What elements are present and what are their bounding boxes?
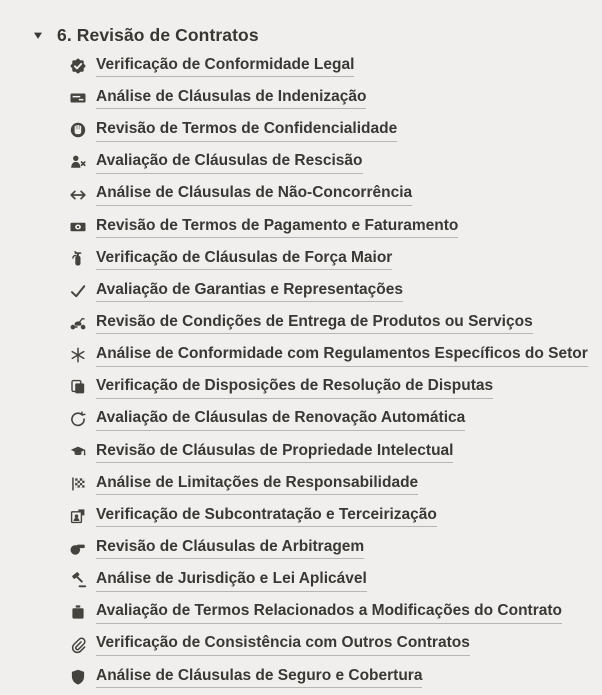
section-title: 6. Revisão de Contratos xyxy=(57,24,259,45)
contact-cards-icon xyxy=(69,507,87,525)
list-item[interactable] xyxy=(0,146,602,178)
link-label[interactable]: Verificação de Disposições de Resolução de Disputas xyxy=(96,376,493,398)
link-label[interactable]: Análise de Cláusulas de Não-Concorrência xyxy=(96,183,412,205)
refresh-icon xyxy=(69,411,87,429)
link-label[interactable]: Análise de Cláusulas de Seguro e Cobertura xyxy=(96,666,422,688)
hand-stop-icon xyxy=(69,121,87,139)
list-item[interactable] xyxy=(0,371,602,403)
list-item[interactable] xyxy=(0,339,602,371)
banknote-icon xyxy=(69,218,87,236)
copy-pages-icon xyxy=(69,378,87,396)
id-card-icon xyxy=(69,89,87,107)
list-item[interactable] xyxy=(0,596,602,628)
list-item[interactable] xyxy=(0,629,602,661)
list-item[interactable] xyxy=(0,532,602,564)
link-label[interactable]: Verificação de Conformidade Legal xyxy=(96,55,354,77)
link-label[interactable]: Avaliação de Termos Relacionados a Modificações do Contrato xyxy=(96,601,562,623)
link-label[interactable]: Verificação de Subcontratação e Terceirização xyxy=(96,505,437,527)
link-label[interactable]: Análise de Limitações de Responsabilidade xyxy=(96,473,418,495)
graduation-cap-icon xyxy=(69,443,87,461)
list-item[interactable] xyxy=(0,307,602,339)
link-label[interactable]: Revisão de Cláusulas de Propriedade Intelectual xyxy=(96,441,453,463)
list-item[interactable] xyxy=(0,114,602,146)
link-label[interactable]: Análise de Jurisdição e Lei Aplicável xyxy=(96,569,367,591)
whistle-icon xyxy=(69,539,87,557)
list-item[interactable] xyxy=(0,436,602,468)
check-icon xyxy=(69,282,87,300)
gavel-icon xyxy=(69,571,87,589)
triangle-down-icon[interactable] xyxy=(33,30,43,40)
verified-badge-icon xyxy=(69,57,87,75)
link-label[interactable]: Verificação de Cláusulas de Força Maior xyxy=(96,248,392,270)
delivery-scooter-icon xyxy=(69,314,87,332)
list-item[interactable] xyxy=(0,179,602,211)
link-label[interactable]: Revisão de Termos de Pagamento e Faturamento xyxy=(96,216,458,238)
link-label[interactable]: Revisão de Cláusulas de Arbitragem xyxy=(96,537,364,559)
list-item[interactable] xyxy=(0,243,602,275)
arrows-left-right-icon xyxy=(69,186,87,204)
link-label[interactable]: Avaliação de Cláusulas de Renovação Automática xyxy=(96,408,465,430)
link-label[interactable]: Revisão de Condições de Entrega de Produtos ou Serviços xyxy=(96,312,533,334)
list-item[interactable] xyxy=(0,468,602,500)
link-label[interactable]: Análise de Cláusulas de Indenização xyxy=(96,87,366,109)
link-label[interactable]: Avaliação de Cláusulas de Rescisão xyxy=(96,151,363,173)
list-item[interactable] xyxy=(0,50,602,82)
list-item[interactable] xyxy=(0,404,602,436)
asterisk-icon xyxy=(69,346,87,364)
clipboard-icon xyxy=(69,603,87,621)
list-item[interactable] xyxy=(0,564,602,596)
paperclip-icon xyxy=(69,636,87,654)
link-label[interactable]: Avaliação de Garantias e Representações xyxy=(96,280,403,302)
link-label[interactable]: Verificação de Consistência com Outros Contratos xyxy=(96,633,470,655)
list-item[interactable] xyxy=(0,661,602,693)
link-label[interactable]: Análise de Conformidade com Regulamentos Específicos do Setor xyxy=(96,344,588,366)
user-x-icon xyxy=(69,153,87,171)
list-item[interactable] xyxy=(0,275,602,307)
checkered-flag-icon xyxy=(69,475,87,493)
list-item[interactable] xyxy=(0,500,602,532)
list-item[interactable] xyxy=(0,82,602,114)
toggle-section-header[interactable] xyxy=(0,20,602,50)
list-item[interactable] xyxy=(0,211,602,243)
shield-icon xyxy=(69,668,87,686)
link-label[interactable]: Revisão de Termos de Confidencialidade xyxy=(96,119,397,141)
contract-review-link-list xyxy=(0,50,602,693)
fire-extinguisher-icon xyxy=(69,250,87,268)
